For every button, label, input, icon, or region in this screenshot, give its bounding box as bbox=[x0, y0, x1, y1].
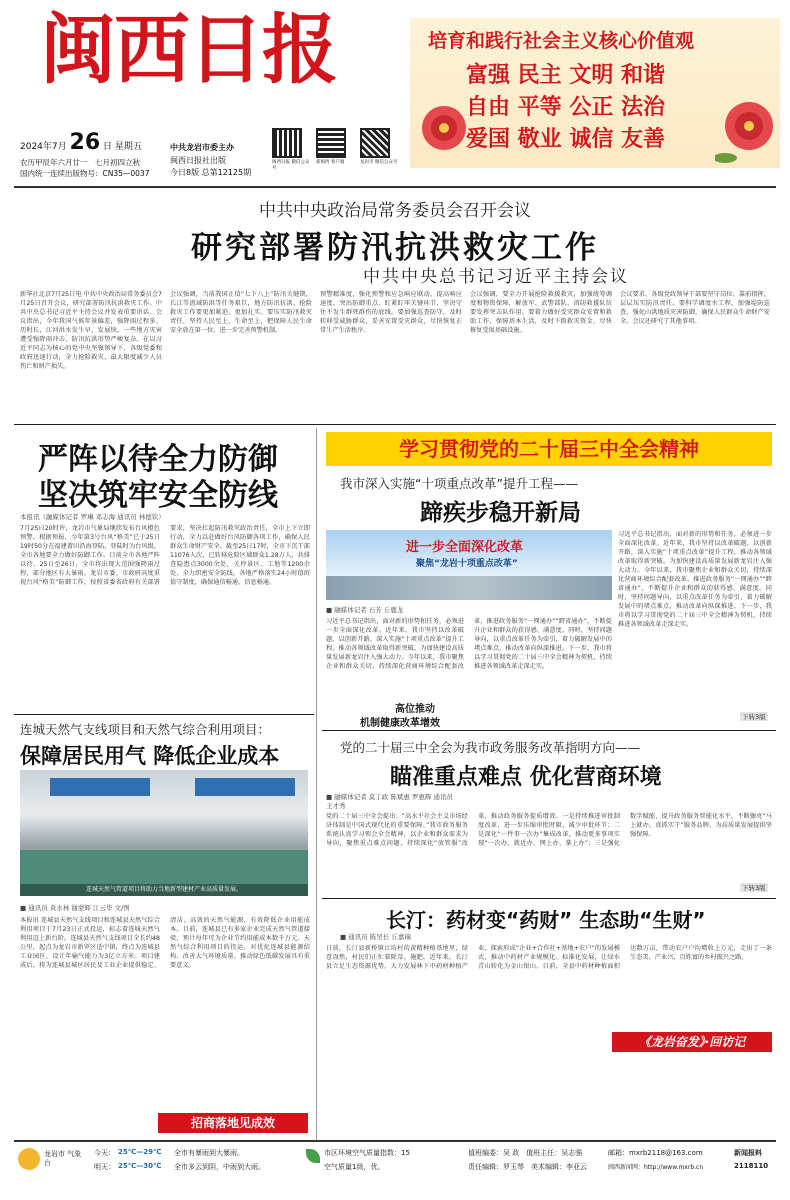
publisher-2: 闽西日报社出版 bbox=[170, 156, 226, 165]
qr-code[interactable] bbox=[272, 128, 302, 158]
photo-caption: 连城天然气管道项目将助力当地新型建材产业高质量发展。 bbox=[20, 884, 308, 896]
slogan-banner bbox=[410, 18, 780, 168]
banner-byline: ■ 融媒体记者 石芳 丘鹿龙 bbox=[326, 606, 404, 614]
qr-label: 闽西日报 微信公众号 bbox=[272, 160, 310, 171]
changting-headline: 长汀：药材变“药财” 生态助“生财” bbox=[386, 908, 706, 932]
qr-code-group bbox=[272, 128, 402, 178]
mid-body: 党的二十届三中全会提出：“高水平社会主义市场经济体制是中国式现代化的重要保障。”我市政务服务系统认真学习领会全会精神，以企业和群众需求为导向，聚焦重点难点问题，持续深化“放管服”改革，推动政务服务提质增效。一是持续推进审批制度改革，进一步压缩审批时限、减少审批环节；二是深化“一件事一次办”集成改革，推动更多事项实现“一次办、就近办、网上办、掌上办”；三是强化数字赋能，提升政务服务智能化水平，不断擦亮“马上就办、真抓实干”服务品牌，为高质量发展提供坚强保障。 bbox=[326, 813, 772, 847]
factory-sign bbox=[195, 778, 295, 796]
column-divider bbox=[316, 428, 317, 1140]
mid-headline: 瞄准重点难点 优化营商环境 bbox=[390, 765, 662, 790]
today-forecast: 全市有暴雨到大暴雨。 bbox=[174, 1149, 244, 1157]
changting-byline: ■ 通讯员 陈吴长 丘嘉瑞 bbox=[340, 933, 411, 941]
hotline-label: 新闻报料 bbox=[734, 1149, 762, 1157]
reform-poster bbox=[326, 530, 612, 600]
news-website[interactable]: 闽西新闻网：http://www.mxrb.cn bbox=[608, 1164, 704, 1171]
peony-flower-icon bbox=[414, 88, 474, 168]
lead-body-col-2: 会议强调，当前我国正值“七下八上”防汛关键期，长江等流域防洪等任务艰巨，地方防汛抗洪、抢险救灾工作要更加紧迫、更加扎实。要压实防汛救灾责任，坚持人民至上、生命至上，把保障人民生命安全放在第一位，进一步完善预警机制。 bbox=[170, 291, 312, 334]
special-banner-title: 学习贯彻党的二十届三中全会精神 bbox=[399, 437, 699, 461]
banner-sidebar-title-2: 机制健康改革增效 bbox=[360, 718, 440, 729]
banner-body-left: 习近平总书记指出，面对新的形势和任务，必须进一步全面深化改革。近年来，我市坚持以改革破题、以创新开路，深入实施“十项重点改革”提升工程，推动各领域改革取得新突破，为加快建设高质量发展新龙岩注入强大动力。今年以来，我市聚焦企业和群众关切，持续深化营商环境综合配套改革，推进政务服务“一网通办”“跨省通办”，不断提升企业和群众的获得感、满意度。同时，坚持问题导向，以重点改革任务为牵引，着力破解发展中的堵点难点，推动改革向纵深推进。下一步，我市将以学习贯彻党的二十届三中全会精神为契机，持续推进各领域改革走深走实。 bbox=[326, 618, 612, 670]
editor-line-1: 值班编委：吴 政 值班主任：吴志强 bbox=[468, 1149, 583, 1157]
revisit-badge: 《龙岩奋发》·回访记 bbox=[612, 1032, 772, 1052]
right-rule-2 bbox=[322, 898, 776, 899]
core-values-2: 自由 平等 公正 法治 bbox=[466, 94, 665, 120]
left-body: 7月25日20时许，龙岩市气象局继续发布台风橙色预警，根据预报，今年第3号台风“格美”已于25日19时50分在福建莆田沿海登陆，登陆时为台风级。全市各地要全力做好防御工作。目前全市各地严阵以待，25日至26日，全市将出现大范围强降雨过程，部分地区有大暴雨。龙岩市委、市政府高度重视台风“格美”防御工作，按照省委省政府有关部署要求，坚决扛起防汛救灾政治责任，全市上下立即行动，全力以赴做好台风防御各项工作，确保人民群众生命财产安全。截至25日17时，全市下沉干部11076人次，已转移危险区域群众1.28万人，共排查隐患点3000余处，关停景区、工地等1200余处，全力织密安全防线。各地严格落实24小时值班值守制度，确保通信畅通、信息畅通。 bbox=[20, 525, 310, 586]
footer-bar bbox=[14, 1144, 776, 1188]
banner-sidebar-title-1: 高位推动 bbox=[395, 704, 435, 715]
banner-kicker: 我市深入实施“十项重点改革”提升工程—— bbox=[340, 476, 578, 491]
tomorrow-label: 明天： bbox=[94, 1163, 115, 1171]
lead-headline: 研究部署防汛抗洪救灾工作 bbox=[191, 230, 599, 266]
newspaper-title: 闽西日报 bbox=[40, 5, 336, 94]
left2-body: 本报讯 连城县天然气支线项目和连城县天然气综合利用项目于7月23日正式投运，标志着连城天然气利用迈上新台阶。连城县天然气支线项目全长约48公里，起点为龙岩市新罗区适中镇，终点为连城县工业园区，设计年输气能力为3亿立方米。项目建成后，将为连城县城区居民及工业企业提供稳定、清洁、高效的天然气能源，有效降低企业用能成本。目前，连城县已有多家企业完成天然气管道接驳，预计每年可为企业节约用能成本数千万元。天然气综合利用项目的投运，对优化连城县能源结构、改善大气环境质量、推动绿色低碳发展具有重要意义。 bbox=[20, 917, 310, 969]
date-prefix: 2024年7月 bbox=[20, 142, 67, 152]
lead-body-col-1: 新华社北京7月25日电 中共中央政治局常务委员会7月25日召开会议，研究部署防汛抗洪救灾工作。中共中央总书记习近平主持会议并发表重要讲话。会议指出，今年我国气候年景偏差，强降雨过程多、历时长，江河洪水发生早、发展快，一些地方灾害遭受强降雨冲击，防汛抗洪形势严峻复杂。在以习近平同志为核心的党中央坚强领导下，各级党委和政府迅速行动，全力抢险救灾，最大限度减少人员伤亡和财产损失。 bbox=[20, 291, 162, 370]
poster-subtitle: 聚焦“龙岩十项重点改革” bbox=[416, 559, 518, 569]
core-values-1: 富强 民主 文明 和谐 bbox=[466, 62, 665, 88]
today-temp: 25℃—29℃ bbox=[118, 1148, 162, 1156]
email[interactable]: 邮箱：mxrb2118@163.com bbox=[608, 1149, 703, 1157]
left2-headline: 保障居民用气 降低企业成本 bbox=[20, 744, 280, 768]
lead-subhead: 中共中央总书记习近平主持会议 bbox=[363, 267, 629, 287]
slogan: 培育和践行社会主义核心价值观 bbox=[428, 30, 695, 52]
cn-code: 国内统一连续出版物号：CN35—0037 bbox=[20, 169, 150, 178]
lunar-date: 农历甲辰年六月廿一 七月初四立秋 bbox=[20, 158, 140, 167]
masthead-rule bbox=[14, 186, 776, 188]
editor-line-2: 责任编辑：罗玉琴 美术编辑：李亚云 bbox=[468, 1163, 587, 1171]
left2-kicker: 连城天然气支线项目和天然气综合利用项目： bbox=[20, 722, 271, 737]
left-headline-1: 严阵以待全力防御 bbox=[38, 442, 278, 477]
peony-flower-icon-right bbox=[715, 78, 780, 168]
investment-footer-badge: 招商落地见成效 bbox=[158, 1113, 308, 1133]
core-values-3: 爱国 敬业 诚信 友善 bbox=[466, 126, 665, 152]
publisher-1: 中共龙岩市委主办 bbox=[170, 143, 234, 152]
air-quality-value: 15 bbox=[401, 1149, 410, 1157]
lead-body-col-4: 会议强调，要全力开展抢险救援救灾，加强统筹调度和物资保障，解放军、武警部队、消防救援队伍要发挥突击队作用。要着力做好受灾群众安置和救助工作，保障基本生活，及时下拨救灾资金，尽快修复受损基础设施。 bbox=[470, 291, 612, 334]
footer-rule bbox=[14, 1140, 776, 1142]
lead-body-col-3: 预警精准度，强化预警和应急响应联动，提高响应速度，突出防御重点，盯紧盯牢关键环节，坚决守住不发生群死群伤的底线。要加强巡查防守，及时转移受威胁群众，妥善安置受灾群众，尽快恢复正常生产生活秩序。 bbox=[320, 291, 462, 334]
tomorrow-temp: 25℃—30℃ bbox=[118, 1162, 162, 1170]
air-quality-text: 空气质量1级，优。 bbox=[324, 1163, 385, 1171]
poster-skyline bbox=[326, 576, 612, 600]
banner-headline: 蹄疾步稳开新局 bbox=[420, 500, 581, 526]
section-rule bbox=[14, 424, 776, 425]
weather-sun-icon bbox=[18, 1148, 40, 1170]
today-label: 今天： bbox=[94, 1149, 115, 1157]
date-day: 26 bbox=[69, 130, 101, 155]
air-quality-leaf-icon bbox=[306, 1149, 320, 1163]
qr-label: 新闽西 客户端 bbox=[316, 160, 345, 165]
mid-byline: ■ 融媒体记者 莫丁政 陈斌惠 罗惠辉 通讯员 王才秀 bbox=[326, 793, 453, 810]
right-rule bbox=[322, 730, 776, 731]
qr-label: 龙岩市 微信公众号 bbox=[360, 160, 398, 165]
mid-kicker: 党的二十届三中全会为我市政务服务改革指明方向—— bbox=[340, 740, 641, 755]
air-quality-label: 市区环境空气质量指数： bbox=[324, 1149, 401, 1157]
left-headline-2: 坚决筑牢安全防线 bbox=[38, 478, 278, 513]
factory-photo bbox=[20, 770, 308, 896]
issue-date bbox=[20, 130, 142, 155]
left-rule bbox=[14, 714, 314, 715]
left-byline: 本报讯（融媒体记者 罗琳 邓志海 通讯员 林德钦） bbox=[20, 513, 165, 521]
date-suffix: 日 星期五 bbox=[103, 142, 142, 152]
hotline-number: 2118110 bbox=[734, 1162, 769, 1170]
changting-body: 日前，长汀县新桥镇江坊村的黄精种植基地里，绿意盎然，村民们正忙着除草、施肥。近年来，长汀县立足生态资源优势，大力发展林下中药材种植产业，探索形成“企业+合作社+基地+农户”的发展模式，推动中药材产业规模化、标准化发展，让绿水青山转化为金山银山。目前，全县中药材种植面积达数万亩，带动农户户均增收上万元，走出了一条生态美、产业兴、百姓富的乡村振兴之路。 bbox=[326, 945, 772, 970]
lead-kicker: 中共中央政治局常务委员会召开会议 bbox=[259, 201, 531, 221]
poster-title: 进一步全面深化改革 bbox=[406, 540, 524, 555]
weather-label: 龙岩市 气象台 bbox=[44, 1150, 82, 1167]
qr-code[interactable] bbox=[360, 128, 390, 158]
air-quality bbox=[324, 1148, 410, 1158]
lead-body-col-5: 会议要求，各级党政领导干部要坚守岗位、靠前指挥，层层压实防汛责任。要科学调度水工程，加强堤防巡查，强化山洪地质灾害防御，确保人民群众生命财产安全。会议还研究了其他事项。 bbox=[620, 291, 770, 325]
factory-sign bbox=[50, 778, 150, 796]
qr-code[interactable] bbox=[316, 128, 346, 158]
mid-continue[interactable]: 下转3版 bbox=[742, 884, 766, 892]
tomorrow-forecast: 全市多云到阴，中雨到大雨。 bbox=[174, 1163, 265, 1171]
left2-byline: ■ 通讯员 黄水林 谢蒙辉 江云华 文/图 bbox=[20, 904, 130, 912]
publisher-3: 今日8版 总第12125期 bbox=[170, 168, 252, 177]
special-banner bbox=[326, 432, 772, 466]
banner-continue[interactable]: 下转3版 bbox=[742, 713, 766, 721]
banner-body-right: 习近平总书记指出，面对新的形势和任务，必须进一步全面深化改革。近年来，我市坚持以改革破题、以创新开路，深入实施“十项重点改革”提升工程，推动各领域改革取得新突破，为加快建设高质量发展新龙岩注入强大动力。今年以来，我市聚焦企业和群众关切，持续深化营商环境综合配套改革，推进政务服务“一网通办”“跨省通办”，不断提升企业和群众的获得感、满意度。同时，坚持问题导向，以重点改革任务为牵引，着力破解发展中的堵点难点，推动改革向纵深推进。下一步，我市将以学习贯彻党的二十届三中全会精神为契机，持续推进各领域改革走深走实。 bbox=[618, 531, 772, 628]
